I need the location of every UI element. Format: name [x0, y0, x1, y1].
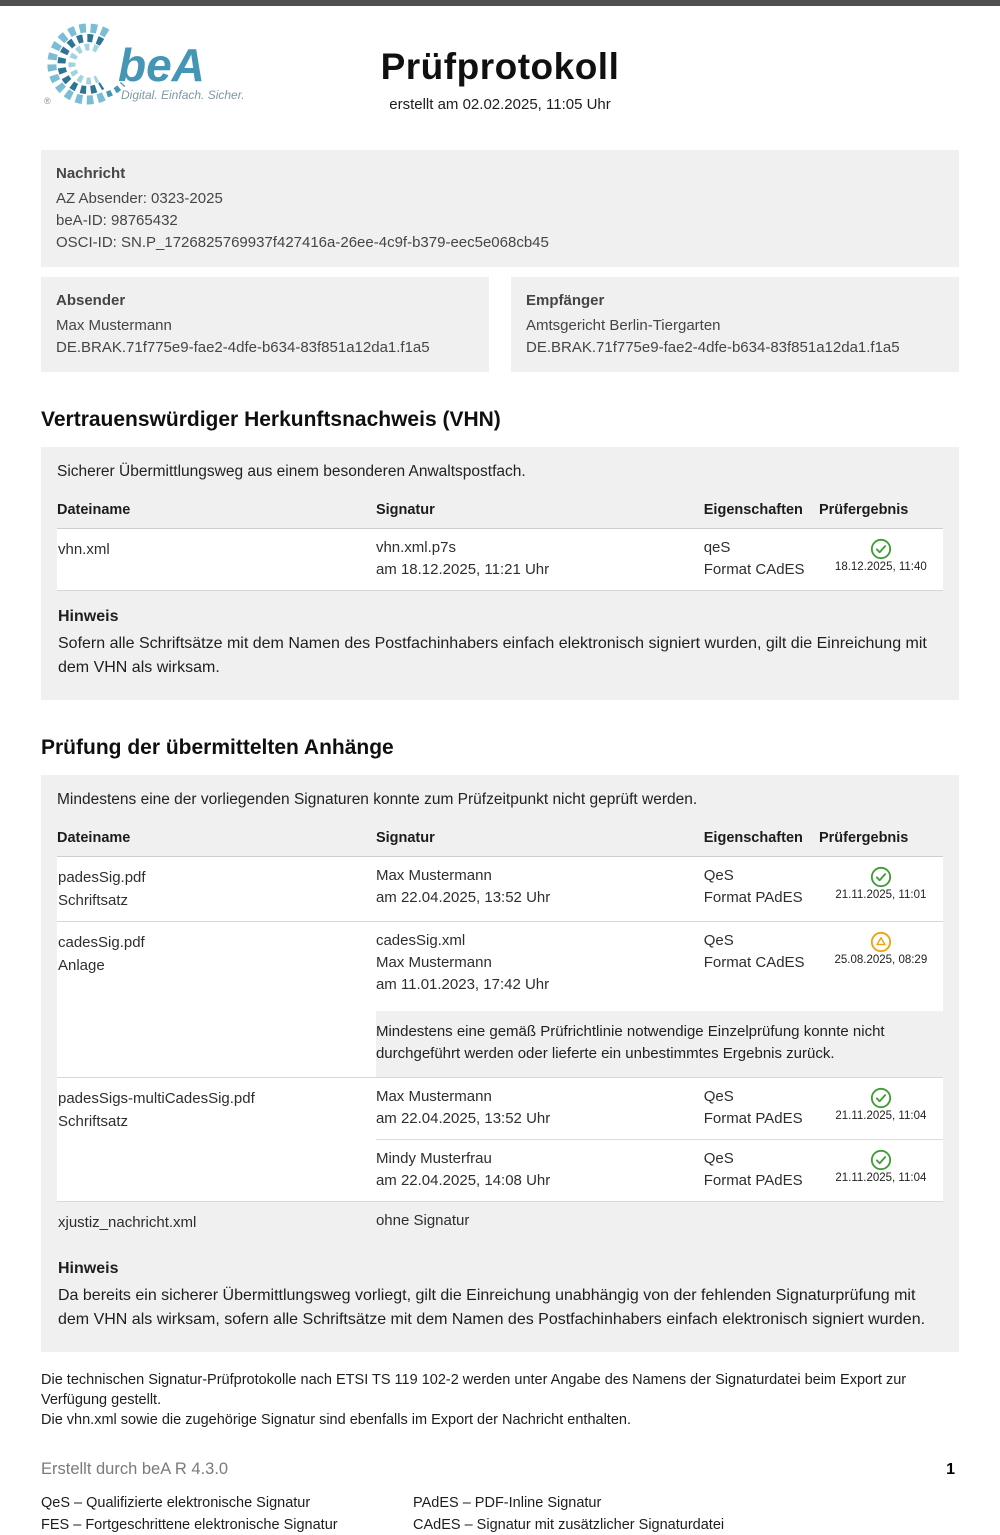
attachments-table-header: [57, 824, 943, 857]
legend-item-fes: FES – Fortgeschrittene elektronische Signatur: [41, 1517, 338, 1533]
bea-logo-text: beA: [118, 39, 205, 91]
attachments-section-heading: Prüfung der übermittelten Anhänge: [41, 736, 394, 759]
table-row: [57, 857, 943, 922]
verification-date: 21.11.2025, 11:04: [835, 1172, 927, 1184]
vhn-filename: vhn.xml: [58, 541, 110, 558]
verification-result: [819, 930, 943, 996]
verification-result: [819, 1086, 943, 1130]
column-header-pruefergebnis: Prüfergebnis: [818, 502, 909, 518]
sender-panel: [41, 277, 489, 372]
signature-details: [376, 1148, 704, 1192]
attachment-filename: padesSig.pdf: [58, 869, 146, 886]
signature-level: qeS: [703, 539, 731, 556]
attachment-file-cell: [57, 922, 376, 1077]
bea-logo-graphic: [37, 18, 265, 118]
verification-date: 21.11.2025, 11:01: [835, 889, 927, 901]
message-info-panel: [41, 150, 959, 267]
attachment-file-cell: [57, 1202, 376, 1243]
attachment-doc-type: Schriftsatz: [58, 892, 129, 909]
verification-date: 25.08.2025, 08:29: [834, 954, 928, 966]
signer-name: Max Mustermann: [375, 867, 492, 884]
no-signature-label: ohne Signatur: [375, 1212, 470, 1229]
attachment-file-cell: [57, 1078, 376, 1201]
hint-title: Hinweis: [58, 1260, 119, 1277]
verification-date: 21.11.2025, 11:04: [835, 1110, 927, 1122]
page-footer: [41, 1460, 959, 1479]
export-info-line-1: Die technischen Signatur-Prüfprotokolle nach ETSI TS 119 102-2 werden unter Angabe des Namens der Signaturdatei beim Export zur Verfügung gestellt.: [41, 1372, 907, 1408]
table-row: [57, 529, 943, 591]
signature-format: Format PAdES: [703, 889, 803, 906]
signature-entry: [376, 857, 943, 918]
table-row: [57, 1078, 943, 1202]
legend-item-pades: PAdES – PDF-Inline Signatur: [413, 1495, 602, 1511]
vhn-hint: [57, 591, 943, 684]
signature-format: Format CAdES: [703, 954, 805, 971]
signer-name: Max Mustermann: [375, 954, 492, 971]
verification-note-text: Mindestens eine gemäß Prüfrichtlinie notwendige Einzelprüfung konnte nicht durchgeführt werden oder lieferte ein unbestimmtes Ergebnis zurück.: [375, 1023, 885, 1062]
bea-logo-tagline: Digital. Einfach. Sicher.: [121, 88, 245, 102]
signature-date: am 22.04.2025, 13:52 Uhr: [375, 1110, 551, 1127]
verification-result: [819, 1148, 943, 1192]
signature-level: QeS: [703, 1088, 734, 1105]
table-row: [57, 922, 943, 1078]
attachment-filename: xjustiz_nachricht.xml: [58, 1214, 197, 1231]
check-circle-icon: [870, 1087, 892, 1109]
attachments-section-panel: [41, 775, 959, 1352]
vhn-signature-area: [376, 529, 943, 590]
attachments-hint: [57, 1243, 943, 1336]
message-az-absender: AZ Absender: 0323-2025: [56, 190, 223, 207]
sender-safe-id: DE.BRAK.71f775e9-fae2-4dfe-b634-83f851a12da1.f1a5: [56, 339, 430, 356]
column-header-eigenschaften: Eigenschaften: [703, 830, 803, 846]
pruefprotokoll-document: [0, 22, 1000, 1535]
attachment-filename: padesSigs-multiCadesSig.pdf: [58, 1090, 255, 1107]
vhn-section-panel: [41, 447, 959, 700]
signature-area: [376, 922, 943, 1077]
recipient-safe-id: DE.BRAK.71f775e9-fae2-4dfe-b634-83f851a12da1.f1a5: [526, 339, 900, 356]
document-header: [41, 22, 959, 134]
recipient-name: Amtsgericht Berlin-Tiergarten: [526, 317, 721, 334]
signature-details: [376, 865, 704, 909]
message-panel-title: Nachricht: [56, 165, 126, 182]
message-osci-id: OSCI-ID: SN.P_1726825769937f427416a-26ee-4c9f-b379-eec5e068cb45: [56, 234, 549, 251]
signature-level: QeS: [703, 867, 734, 884]
signature-details: [376, 1210, 704, 1232]
column-header-dateiname: Dateiname: [57, 502, 131, 518]
hint-text: Sofern alle Schriftsätze mit dem Namen des Postfachinhabers einfach elektronisch signiert wurden, gilt die Einreichung mit dem VHN als wirksam.: [58, 635, 927, 676]
legend-item-cades: CAdES – Signatur mit zusätzlicher Signaturdatei: [413, 1517, 725, 1533]
signature-properties: [704, 1086, 819, 1130]
signature-date: am 11.01.2023, 17:42 Uhr: [375, 976, 550, 993]
vhn-notice: Sicherer Übermittlungsweg aus einem besonderen Anwaltspostfach.: [57, 463, 526, 480]
attachment-doc-type: Schriftsatz: [58, 1113, 129, 1130]
check-circle-icon: [870, 1149, 892, 1171]
signer-name: Mindy Musterfrau: [375, 1150, 492, 1167]
hint-title: Hinweis: [58, 608, 119, 625]
signature-properties: [704, 930, 819, 996]
recipient-panel: [511, 277, 959, 372]
verification-result: [819, 537, 943, 581]
signature-format: Format CAdES: [703, 561, 805, 578]
column-header-signatur: Signatur: [375, 830, 435, 846]
attachment-doc-type: Anlage: [58, 957, 105, 974]
export-info-line-2: Die vhn.xml sowie die zugehörige Signatur sind ebenfalls im Export der Nachricht enthalten.: [41, 1412, 631, 1428]
column-header-pruefergebnis: Prüfergebnis: [818, 830, 909, 846]
signature-date: am 18.12.2025, 11:21 Uhr: [375, 561, 550, 578]
document-created-timestamp: erstellt am 02.02.2025, 11:05 Uhr: [389, 96, 611, 113]
page-number: 1: [946, 1461, 955, 1478]
attachment-file-cell: [57, 857, 376, 921]
signature-details: [376, 537, 704, 581]
table-row: [57, 1202, 943, 1243]
check-circle-icon: [870, 866, 892, 888]
signature-area: [376, 857, 943, 921]
bea-logo: [37, 18, 265, 123]
signature-area: [376, 1202, 943, 1243]
sender-name: Max Mustermann: [56, 317, 172, 334]
signature-details: [376, 930, 704, 996]
signature-properties: [704, 537, 819, 581]
verification-result: [819, 1210, 943, 1232]
signature-file: vhn.xml.p7s: [375, 539, 456, 556]
signature-properties: [704, 865, 819, 909]
recipient-panel-title: Empfänger: [526, 292, 605, 309]
signature-entry: [376, 1202, 943, 1241]
vhn-table-header: [57, 496, 943, 529]
verification-note: [376, 1011, 943, 1077]
parties-row: [41, 277, 959, 372]
signature-details: [376, 1086, 704, 1130]
signature-level: QeS: [703, 1150, 734, 1167]
attachments-notice: Mindestens eine der vorliegenden Signaturen konnte zum Prüfzeitpunkt nicht geprüft werden.: [57, 791, 698, 808]
message-bea-id: beA-ID: 98765432: [56, 212, 178, 229]
signature-properties: [704, 1210, 819, 1232]
registered-mark: ®: [44, 96, 51, 106]
export-info-paragraph: [41, 1370, 959, 1430]
signer-name: Max Mustermann: [375, 1088, 492, 1105]
column-header-dateiname: Dateiname: [57, 830, 131, 846]
warning-circle-icon: [870, 931, 892, 953]
generator-version: Erstellt durch beA R 4.3.0: [41, 1460, 229, 1478]
column-header-eigenschaften: Eigenschaften: [703, 502, 803, 518]
sender-panel-title: Absender: [56, 292, 126, 309]
signature-area: [376, 1078, 943, 1201]
verification-date: 18.12.2025, 11:40: [834, 561, 927, 573]
check-circle-icon: [870, 538, 892, 560]
signature-entry: [376, 922, 943, 1005]
signature-date: am 22.04.2025, 13:52 Uhr: [375, 889, 551, 906]
signature-properties: [704, 1148, 819, 1192]
verification-result: [819, 865, 943, 909]
signature-entry: [376, 529, 943, 590]
signature-level: QeS: [703, 932, 734, 949]
signature-entry: [376, 1139, 943, 1201]
document-title: Prüfprotokoll: [380, 46, 620, 87]
hint-text: Da bereits ein sicherer Übermittlungsweg vorliegt, gilt die Einreichung unabhängig von der fehlenden Signaturprüfung mit dem VHN als wirksam, sofern alle Schriftsätze mit dem Namen des Postfachinhabers einfach elektronisch signiert wurden.: [58, 1287, 926, 1328]
column-header-signatur: Signatur: [375, 502, 435, 518]
signature-date: am 22.04.2025, 14:08 Uhr: [375, 1172, 551, 1189]
legend-item-qes: QeS – Qualifizierte elektronische Signatur: [41, 1495, 311, 1511]
signature-format: Format PAdES: [703, 1172, 803, 1189]
vhn-section-heading: Vertrauenswürdiger Herkunftsnachweis (VHN): [41, 408, 501, 431]
attachment-filename: cadesSig.pdf: [58, 934, 145, 951]
signature-file: cadesSig.xml: [375, 932, 466, 949]
signature-format: Format PAdES: [703, 1110, 803, 1127]
page-top-bar: [0, 0, 1000, 6]
abbreviation-legend: [41, 1493, 959, 1535]
signature-entry: [376, 1078, 943, 1139]
